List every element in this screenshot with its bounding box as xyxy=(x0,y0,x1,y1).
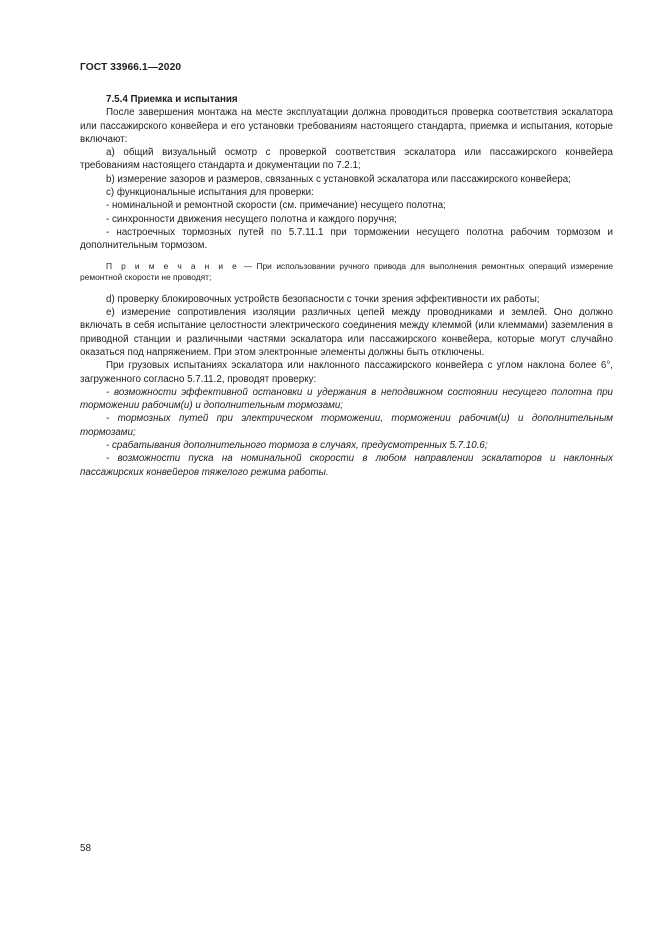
sub-item: - настроечных тормозных путей по 5.7.11.1 при торможении несущего полотна рабочим тормозом и дополнительным тормозом. xyxy=(80,226,613,252)
italic-item: - тормозных путей при электрическом торможении, торможении рабочим(и) и дополнительным тормозами; xyxy=(80,413,613,438)
note xyxy=(80,261,613,284)
list-item-a: a) общий визуальный осмотр с проверкой соответствия эскалатора или пассажирского конвейера требованиям настоящего стандарта и документации по 7.2.1; xyxy=(80,147,613,172)
document-body xyxy=(80,93,613,479)
page-number: 58 xyxy=(80,843,92,854)
italic-item: - возможности эффективной остановки и удержания в неподвижном состоянии несущего полотна при торможении рабочим(и) и дополнительным тормозами; xyxy=(80,386,613,412)
list-item-d: d) проверку блокировочных устройств безопасности с точки зрения эффективности их работы; xyxy=(106,293,540,305)
section-heading: 7.5.4 Приемка и испытания xyxy=(106,94,238,105)
sub-item: - синхронности движения несущего полотна и каждого поручня; xyxy=(106,213,397,225)
paragraph: При грузовых испытаниях эскалатора или наклонного пассажирского конвейера с углом наклона более 6°, загруженного согласно 5.7.11.2, проводят проверку: xyxy=(80,360,613,385)
list-item-c: c) функциональные испытания для проверки: xyxy=(106,187,314,199)
note-label: П р и м е ч а н и е xyxy=(106,260,240,271)
list-item-b: b) измерение зазоров и размеров, связанных с установкой эскалатора или пассажирского конвейера; xyxy=(106,173,571,185)
paragraph: После завершения монтажа на месте эксплуатации должна проводиться проверка соответствия эскалатора или пассажирского конвейера и его установки требованиям настоящего стандарта, приемка и испытания, которые включают: xyxy=(80,107,613,145)
italic-item: - срабатывания дополнительного тормоза в случаях, предусмотренных 5.7.10.6; xyxy=(106,440,488,452)
document-header: ГОСТ 33966.1—2020 xyxy=(80,62,182,73)
italic-item: - возможности пуска на номинальной скорости в любом направлении эскалаторов и наклонных пассажирских конвейеров тяжелого режима работы. xyxy=(80,453,613,478)
note-text: — При использовании ручного привода для выполнения ремонтных операций измерение ремонтной скорости не проводят; xyxy=(80,260,613,283)
list-item-e: e) измерение сопротивления изоляции различных цепей между проводниками и землей. Оно должно включать в себя испытание целостности электрического соединения между клеммой (или клеммами) заземления в приводной станции и различными частями эскалатора или пассажирского конвейера, которые могут случайно оказаться под напряжением. При этом электронные элементы должны быть отключены. xyxy=(80,307,613,358)
sub-item: - номинальной и ремонтной скорости (см. примечание) несущего полотна; xyxy=(106,200,446,212)
